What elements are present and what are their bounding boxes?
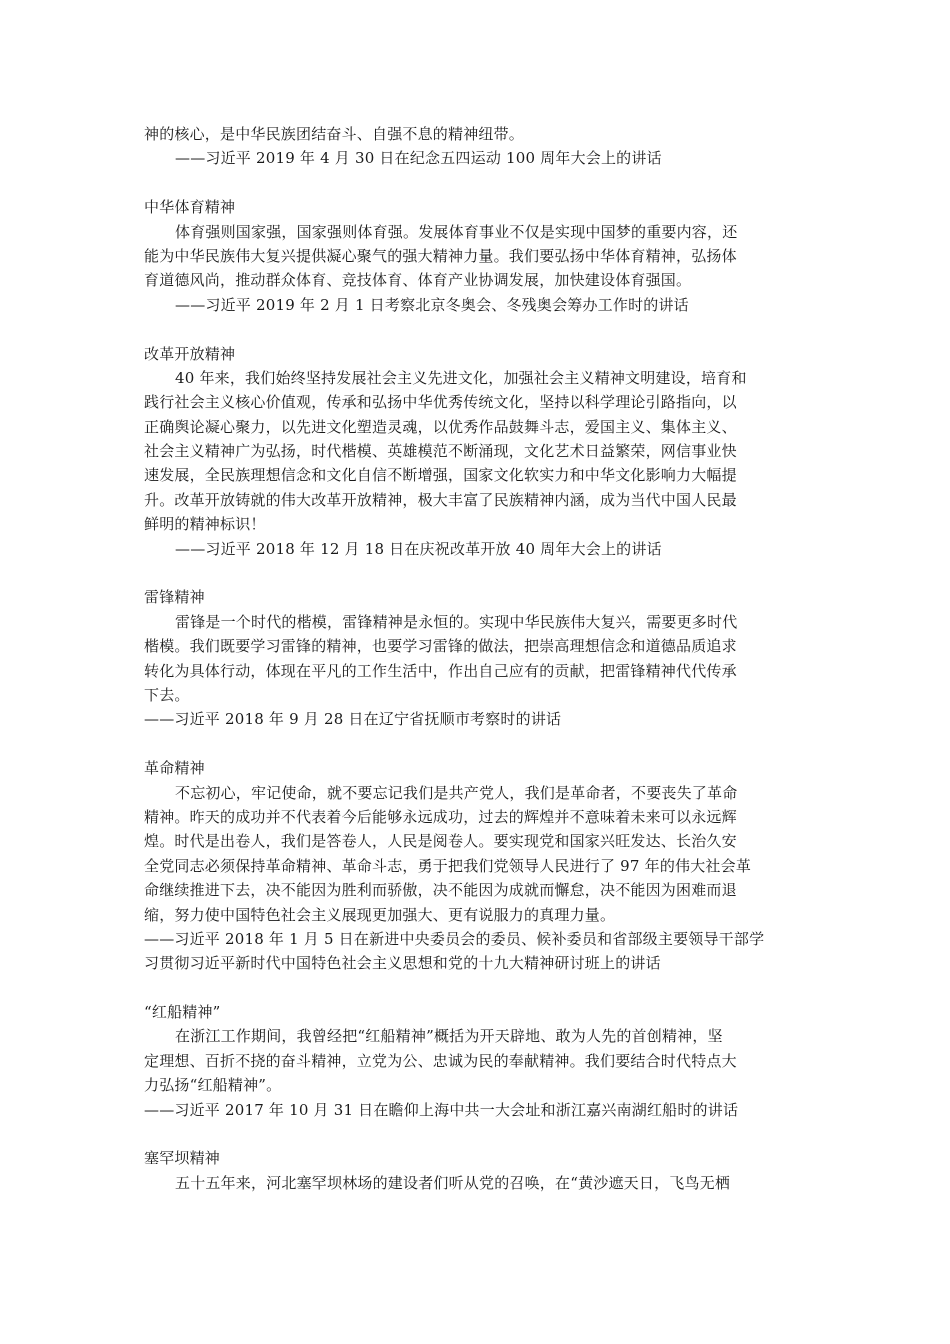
paragraph-line: 神的核心，是中华民族团结奋斗、自强不息的精神纽带。: [144, 125, 525, 143]
paragraph-line: 育道德风尚，推动群众体育、竞技体育、体育产业协调发展，加快建设体育强国。: [144, 271, 692, 290]
paragraph-line: 不忘初心，牢记使命，就不要忘记我们是共产党人，我们是革命者，不要丧失了革命: [175, 783, 738, 802]
paragraph-line: 雷锋是一个时代的楷模，雷锋精神是永恒的。实现中华民族伟大复兴，需要更多时代: [175, 612, 738, 631]
section-title: 中华体育精神: [144, 198, 236, 217]
paragraph-line: 转化为具体行动，体现在平凡的工作生活中，作出自己应有的贡献，把雷锋精神代代传承: [144, 661, 737, 680]
paragraph-line: 缩，努力使中国特色社会主义展现更加强大、更有说服力的真理力量。: [144, 905, 616, 924]
spacer: [144, 317, 808, 341]
quote-source-continued: 习贯彻习近平新时代中国特色社会主义思想和党的十九大精神研讨班上的讲话: [144, 954, 661, 973]
spacer: [144, 171, 808, 195]
paragraph-line: 40 年来，我们始终坚持发展社会主义先进文化，加强社会主义精神文明建设，培育和: [175, 368, 747, 387]
quote-source: ——习近平 2018 年 1 月 5 日在新进中央委员会的委员、候补委员和省部级主要领导干部学: [144, 929, 765, 948]
spacer: [144, 732, 808, 756]
document-page: [144, 122, 808, 1195]
section-title: “红船精神”: [144, 1003, 221, 1022]
paragraph-line: 能为中华民族伟大复兴提供凝心聚气的强大精神力量。我们要弘扬中华体育精神，弘扬体: [144, 246, 737, 265]
spacer: [144, 976, 808, 1000]
paragraph-line: 煌。时代是出卷人，我们是答卷人，人民是阅卷人。要实现党和国家兴旺发达、长治久安: [144, 832, 737, 851]
spacer: [144, 561, 808, 585]
paragraph-line: 在浙江工作期间，我曾经把“红船精神”概括为开天辟地、敢为人先的首创精神，坚: [175, 1027, 723, 1046]
paragraph-line: 下去。: [144, 685, 190, 704]
spacer: [144, 1122, 808, 1146]
paragraph-line: 楷模。我们既要学习雷锋的精神，也要学习雷锋的做法，把崇高理想信念和道德品质追求: [144, 637, 737, 656]
quote-source: ——习近平 2019 年 2 月 1 日考察北京冬奥会、冬残奥会筹办工作时的讲话: [175, 295, 689, 314]
paragraph-line: 命继续推进下去，决不能因为胜利而骄傲，决不能因为成就而懈怠，决不能因为困难而退: [144, 881, 737, 900]
quote-source: ——习近平 2018 年 12 月 18 日在庆祝改革开放 40 周年大会上的讲话: [175, 539, 662, 558]
quote-source: ——习近平 2019 年 4 月 30 日在纪念五四运动 100 周年大会上的讲话: [175, 149, 662, 168]
quote-source: ——习近平 2018 年 9 月 28 日在辽宁省抚顺市考察时的讲话: [144, 710, 562, 729]
paragraph-line: 速发展，全民族理想信念和文化自信不断增强，国家文化软实力和中华文化影响力大幅提: [144, 466, 737, 485]
section-title: 塞罕坝精神: [144, 1149, 221, 1168]
paragraph-line: 全党同志必须保持革命精神、革命斗志，勇于把我们党领导人民进行了 97 年的伟大社会革: [144, 856, 752, 875]
section-title: 雷锋精神: [144, 588, 205, 607]
paragraph-line: 定理想、百折不挠的奋斗精神，立党为公、忠诚为民的奉献精神。我们要结合时代特点大: [144, 1051, 737, 1070]
paragraph-line: 践行社会主义核心价值观，传承和弘扬中华优秀传统文化，坚持以科学理论引路指向，以: [144, 393, 737, 412]
paragraph-line: 社会主义精神广为弘扬，时代楷模、英雄模范不断涌现，文化艺术日益繁荣，网信事业快: [144, 442, 737, 461]
section-title: 改革开放精神: [144, 344, 236, 363]
section-title: 革命精神: [144, 759, 205, 778]
quote-source: ——习近平 2017 年 10 月 31 日在瞻仰上海中共一大会址和浙江嘉兴南湖红船时的讲话: [144, 1100, 739, 1119]
paragraph-line: 正确舆论凝心聚力，以先进文化塑造灵魂，以优秀作品鼓舞斗志，爱国主义、集体主义、: [144, 417, 737, 436]
paragraph-line: 升。改革开放铸就的伟大改革开放精神，极大丰富了民族精神内涵，成为当代中国人民最: [144, 490, 737, 509]
paragraph-line: 鲜明的精神标识！: [144, 515, 266, 534]
paragraph-line: 体育强则国家强，国家强则体育强。发展体育事业不仅是实现中国梦的重要内容，还: [175, 222, 738, 241]
paragraph-line: 五十五年来，河北塞罕坝林场的建设者们听从党的召唤，在“黄沙遮天日，飞鸟无栖: [175, 1173, 731, 1192]
paragraph-line: 精神。昨天的成功并不代表着今后能够永远成功，过去的辉煌并不意味着未来可以永远辉: [144, 807, 737, 826]
paragraph-line: 力弘扬“红船精神”。: [144, 1076, 282, 1095]
